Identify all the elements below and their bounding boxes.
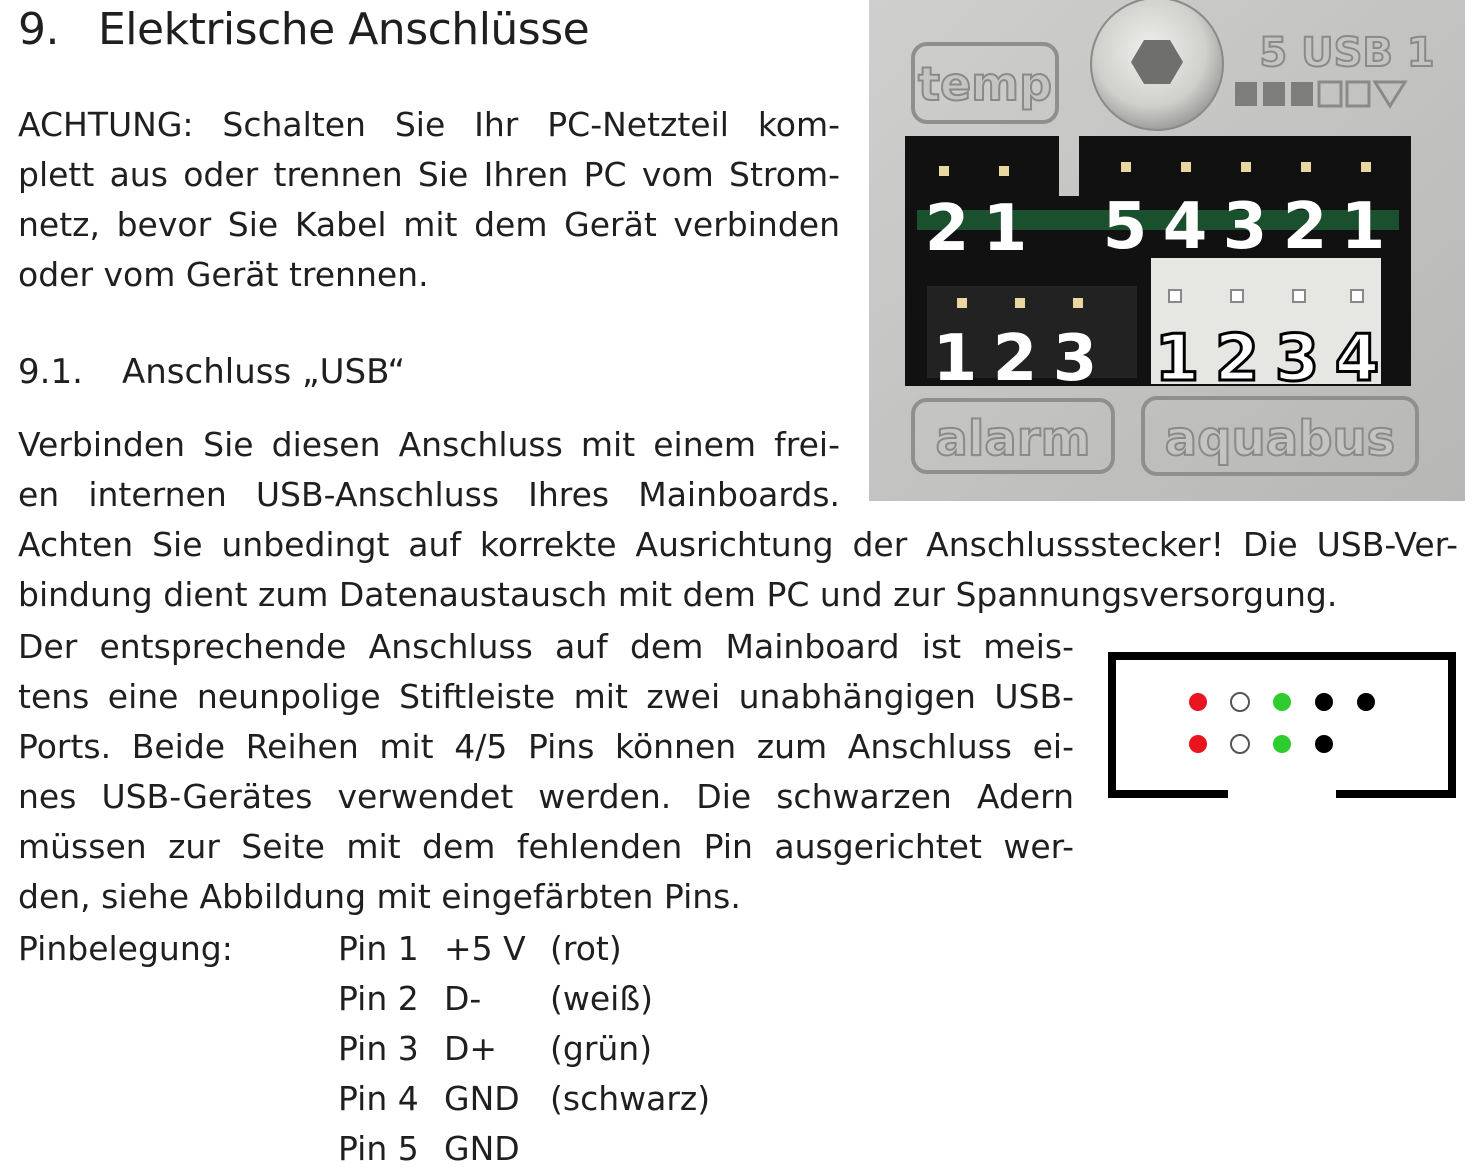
pin-signal: D- [444,979,482,1018]
connector-photo [869,0,1465,501]
text-line: Verbinden Sie diesen Anschluss mit einem frei- [18,425,840,464]
pin-dot-green [1273,693,1291,711]
subsection-number: 9.1. [18,352,83,392]
pin-color: (grün) [550,1029,653,1068]
aquabus-label: aquabus [1164,411,1396,467]
pin-signal: D+ [444,1029,498,1068]
usb-paragraph-narrow [18,420,840,520]
pin-number: Pin 1 [338,929,419,968]
subsection-heading [18,352,405,392]
text-line: tens eine neunpolige Stiftleiste mit zwei unabhängigen USB- [18,677,1074,716]
temp-label: temp [917,57,1053,111]
usb-paragraph-wide [18,520,1458,620]
text-line: den, siehe Abbildung mit eingefärbten Pins. [18,877,741,916]
section-number: 9. [18,4,59,55]
text-line: oder vom Gerät trennen. [18,255,429,294]
led-square-icon [1235,82,1257,106]
text-line: plett aus oder trennen Sie Ihren PC vom Strom- [18,155,840,194]
pin-color: (schwarz) [550,1079,711,1118]
pin-dot-red [1189,693,1207,711]
text-line: nes USB-Gerätes verwendet werden. Die schwarzen Adern [18,777,1074,816]
usb-header-diagram [1108,652,1456,800]
header-outline [1112,656,1452,798]
pin-number: Pin 4 [338,1079,419,1118]
text-line: ACHTUNG: Schalten Sie Ihr PC-Netzteil kom- [18,105,840,144]
pin-label: 3 [1222,190,1268,264]
pin-signal: +5 V [444,929,526,968]
text-line: bindung dient zum Datenaustausch mit dem PC und zur Spannungsversorgung. [18,575,1338,614]
text-line: en internen USB-Anschluss Ihres Mainboards. [18,475,840,514]
pin-signal: GND [444,1129,520,1168]
pin-number: Pin 2 [338,979,419,1018]
pin-label: 2 [1214,322,1260,396]
section-title: Elektrische Anschlüsse [98,4,590,55]
led-square-icon [1263,82,1285,106]
text-line: Der entsprechende Anschluss auf dem Mainboard ist meis- [18,627,1074,666]
text-line: netz, bevor Sie Kabel mit dem Gerät verbinden [18,205,840,244]
pin-label: 3 [1052,322,1098,396]
text-line: Achten Sie unbedingt auf korrekte Ausrichtung der Anschlussstecker! Die USB-Ver- [18,525,1458,564]
mainboard-paragraph [18,622,1074,922]
text-line: Ports. Beide Reihen mit 4/5 Pins können zum Anschluss ei- [18,727,1074,766]
pin-label: 4 [1334,322,1380,396]
warning-paragraph [18,100,840,300]
pin-label: 5 [1102,190,1148,264]
alarm-label: alarm [935,411,1091,467]
pin-dot-red [1189,735,1207,753]
pin-row-top [1189,693,1375,711]
pin-label: 2 [924,192,970,266]
pin-number: Pin 3 [338,1029,419,1068]
pin-dot-white [1231,693,1249,711]
pinout-label: Pinbelegung: [18,929,233,968]
subsection-title: Anschluss „USB“ [122,352,406,392]
usb-label: 5 USB 1 [1259,30,1435,76]
pin-number: Pin 5 [338,1129,419,1168]
pin-label: 1 [1340,190,1386,264]
pin-label: 1 [982,192,1028,266]
pin-color: (weiß) [550,979,653,1018]
pin-dot-green [1273,735,1291,753]
pin-label: 2 [992,322,1038,396]
pin-row-bottom [1189,735,1333,753]
pin-signal: GND [444,1079,520,1118]
pin-dot-white [1231,735,1249,753]
led-square-icon [1291,82,1313,106]
section-heading [18,4,589,55]
pin-dot-black [1357,693,1375,711]
pin-label: 4 [1162,190,1208,264]
pin-label: 1 [932,322,978,396]
pin-label: 2 [1282,190,1328,264]
pin-dot-black [1315,693,1333,711]
pin-label: 1 [1154,322,1200,396]
pin-color: (rot) [550,929,622,968]
text-line: müssen zur Seite mit dem fehlenden Pin ausgerichtet wer- [18,827,1074,866]
pin-label: 3 [1274,322,1320,396]
pin-dot-black [1315,735,1333,753]
